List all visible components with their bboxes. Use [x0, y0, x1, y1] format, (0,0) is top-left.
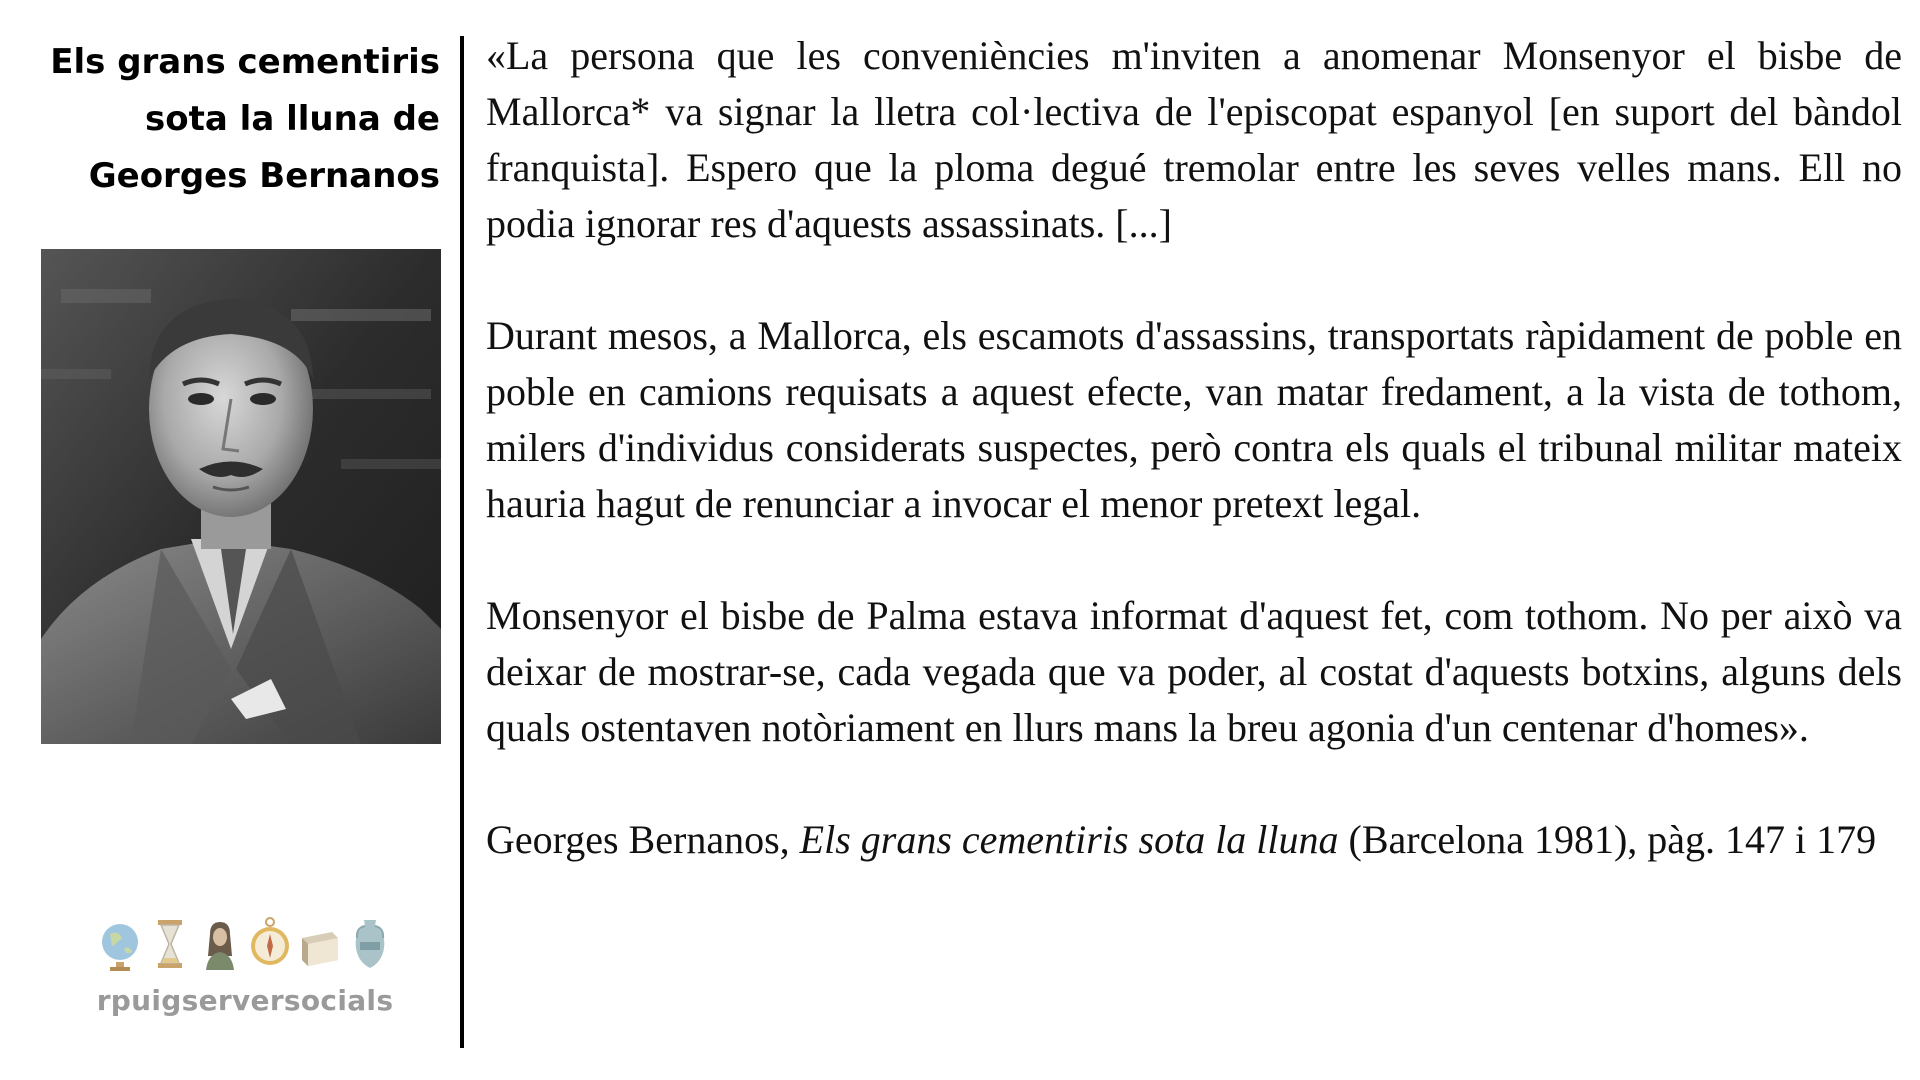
sidebar	[0, 0, 460, 1080]
book-icon	[298, 916, 342, 972]
quote-body	[486, 28, 1902, 868]
title-line-3: Georges Bernanos	[88, 156, 440, 196]
source-author: Georges Bernanos,	[486, 817, 790, 862]
vertical-divider	[460, 36, 464, 1048]
author-portrait	[41, 249, 441, 744]
quote-paragraph-3: Monsenyor el bisbe de Palma estava informat d'aquest fet, com tothom. No per això va deixar de mostrar-se, cada vegada que va poder, al costat d'aquests botxins, alguns dels quals ostentaven notòriament en llurs mans la breu agonia d'un centenar d'homes».	[486, 593, 1902, 750]
portrait-image	[41, 249, 441, 744]
compass-icon	[248, 916, 292, 972]
portrait-icon	[198, 916, 242, 972]
source-book-title: Els grans cementiris sota la lluna	[799, 817, 1339, 862]
logo-text: rpuigserversocials	[96, 984, 394, 1017]
title-line-2: sota la lluna de	[145, 99, 440, 139]
globe-icon	[98, 916, 142, 972]
quote-source	[486, 812, 1902, 868]
title-line-1: Els grans cementiris	[50, 42, 440, 82]
logo-icons	[90, 908, 400, 972]
brand-logo	[90, 908, 400, 1038]
quote-paragraph-1: «La persona que les conveniències m'inviten a anomenar Monsenyor el bisbe de Mallorca* va signar la lletra col·lectiva de l'episcopat espanyol [en suport del bàndol franquista]. Espero que la ploma degué tremolar entre les seves velles mans. Ell no podia ignorar res d'aquests assassinats. [...]	[486, 33, 1902, 246]
source-details: (Barcelona 1981), pàg. 147 i 179	[1348, 817, 1877, 862]
amphora-icon	[348, 916, 392, 972]
quote-paragraph-2: Durant mesos, a Mallorca, els escamots d'assassins, transportats ràpidament de poble en poble en camions requisats a aquest efecte, van matar fredament, a la vista de tothom, milers d'individus considerats suspectes, però contra els quals el tribunal militar mateix hauria hagut de renunciar a invocar el menor pretext legal.	[486, 313, 1902, 526]
page-title	[20, 34, 440, 205]
hourglass-icon	[148, 916, 192, 972]
